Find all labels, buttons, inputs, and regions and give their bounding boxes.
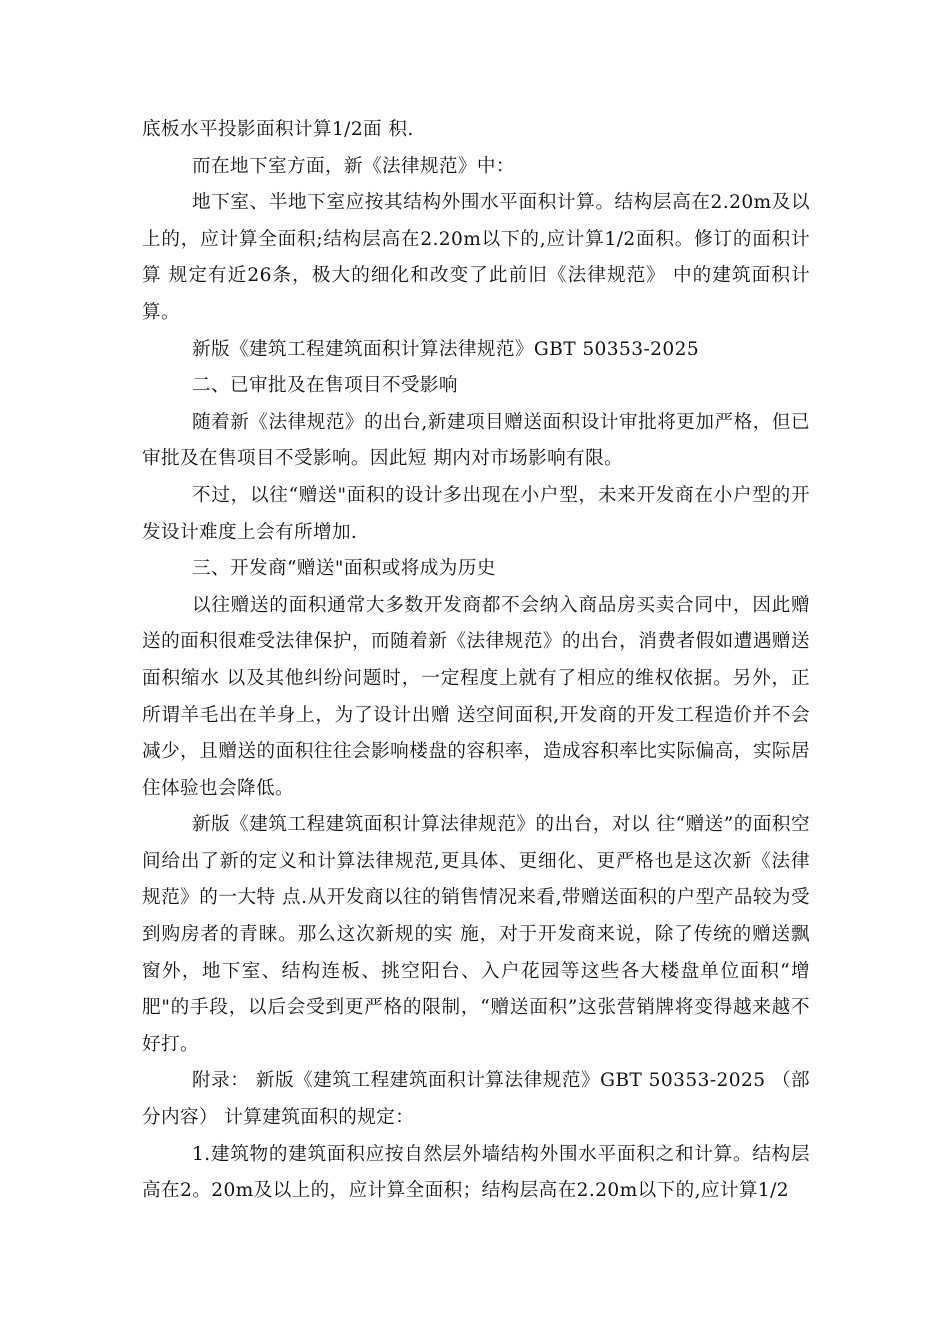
paragraph-standard-title: 新版《建筑工程建筑面积计算法律规范》GBT 50353-2025 — [192, 338, 700, 360]
section-heading-2: 二、已审批及在售项目不受影响 — [192, 375, 458, 397]
paragraph-small-units: 不过，以往“赠送"面积的设计多出现在小户型，未来开发商在小户型的开发设计难度上会有所增加. — [142, 484, 810, 543]
paragraph-basement-rule: 地下室、半地下室应按其结构外围水平面积计算。结构层高在2.20m及以上的，应计算全面积;结构层高在2.20m以下的,应计算1/2面积。修订的面积计算 规定有近26条，极大的细化和改变了此前旧《法律规范》 中的建筑面积计算。 — [142, 192, 810, 323]
paragraph-appendix: 附录： 新版《建筑工程建筑面积计算法律规范》GBT 50353-2025 （部分内容） 计算建筑面积的规定： — [142, 1070, 810, 1129]
paragraph-approval: 随着新《法律规范》的出台,新建项目赠送面积设计审批将更加严格，但已审批及在售项目不受影响。因此短 期内对市场影响有限。 — [142, 411, 810, 470]
document-body — [142, 112, 810, 1210]
paragraph-basement-intro: 而在地下室方面，新《法律规范》中： — [192, 155, 515, 177]
paragraph-continuation: 底板水平投影面积计算1/2面 积. — [142, 119, 414, 140]
paragraph-gift-area: 以往赠送的面积通常大多数开发商都不会纳入商品房买卖合同中，因此赠送的面积很难受法律保护，而随着新《法律规范》的出台，消费者假如遭遇赠送面积缩水 以及其他纠纷问题时，一定程度上就有了相应的维权依据。另外，正所谓羊毛出在羊身上，为了设计出赠 送空间面积,开发商的开发工程造价并不会减少，且赠送的面积往往会影响楼盘的容积率，造成容积率比实际偏高，实际居住体验也会降低。 — [142, 594, 810, 799]
section-heading-3: 三、开发商“赠送"面积或将成为历史 — [192, 558, 496, 580]
paragraph-new-standard: 新版《建筑工程建筑面积计算法律规范》的出台，对以 往“赠送”的面积空间给出了新的定义和计算法律规范,更具体、更细化、更严格也是这次新《法律规范》的一大特 点.从开发商以往的销售情况来看,带赠送面积的户型产品较为受到购房者的青睐。那么这次新规的实 施，对于开发商来说，除了传统的赠送飘窗外，地下室、结构连板、挑空阳台、入户花园等这些各大楼盘单位面积“增肥"的手段，以后会受到更严格的限制，“赠送面积”这张营销牌将变得越来越不好打。 — [142, 814, 810, 1055]
paragraph-rule-1: 1.建筑物的建筑面积应按自然层外墙结构外围水平面积之和计算。结构层高在2。20m及以上的，应计算全面积；结构层高在2.20m以下的,应计算1/2 — [142, 1143, 810, 1202]
